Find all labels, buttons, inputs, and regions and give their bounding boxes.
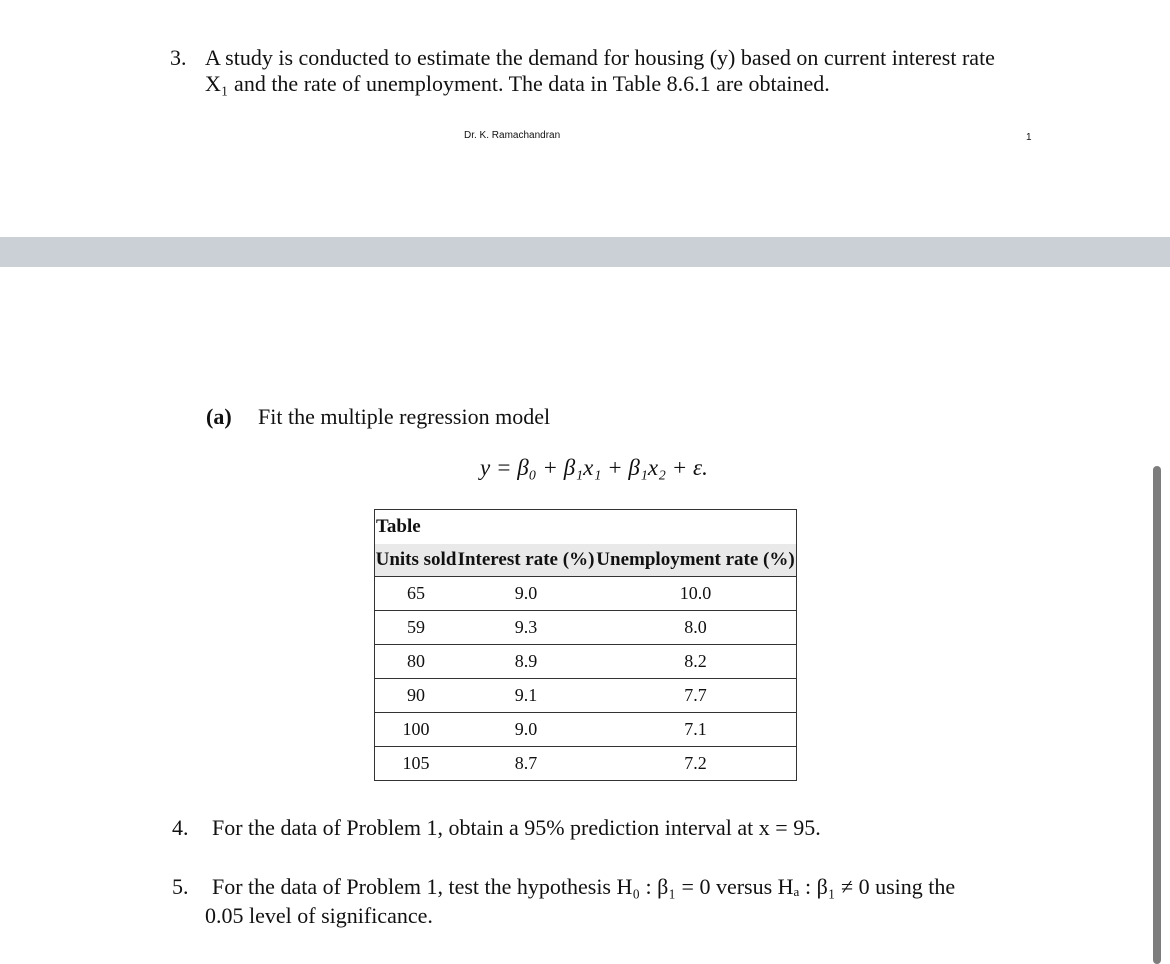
problem-4-text: For the data of Problem 1, obtain a 95% prediction interval at x = 95. [212,815,821,840]
cell-unemployment-rate: 8.2 [595,645,797,679]
cell-units-sold: 90 [375,679,458,713]
header-units-sold: Units sold [375,544,458,577]
footer-page-number: 1 [1026,132,1032,143]
part-a-label: (a) [206,404,232,429]
problem-5-line-1: For the data of Problem 1, test the hypothesis H₀ : β₁ = 0 versus Hₐ : β₁ ≠ 0 using the [212,874,956,899]
cell-interest-rate: 9.1 [457,679,595,713]
cell-interest-rate: 9.0 [457,577,595,611]
problem-3-number: 3. [170,45,187,70]
cell-units-sold: 65 [375,577,458,611]
cell-unemployment-rate: 7.7 [595,679,797,713]
table-row [375,611,797,645]
table-caption: Table [376,516,421,537]
table-row [375,645,797,679]
cell-unemployment-rate: 7.2 [595,747,797,781]
problem-5-number: 5. [172,874,189,899]
regression-formula: y = β₀ + β₁x₁ + β₁x₂ + ε. [480,455,708,480]
header-interest-rate: Interest rate (%) [457,544,595,577]
cell-interest-rate: 9.3 [457,611,595,645]
problem-4-number: 4. [172,815,189,840]
table-header-row [375,544,797,577]
cell-interest-rate: 8.9 [457,645,595,679]
cell-unemployment-rate: 8.0 [595,611,797,645]
page-separator [0,237,1170,267]
table-row [375,577,797,611]
data-table [374,509,797,781]
part-a-text: Fit the multiple regression model [258,404,551,429]
table-row [375,713,797,747]
cell-units-sold: 80 [375,645,458,679]
problem-3-line-1: A study is conducted to estimate the demand for housing (y) based on current interest rate [205,45,995,70]
table-row [375,679,797,713]
header-unemployment-rate: Unemployment rate (%) [595,544,797,577]
cell-units-sold: 105 [375,747,458,781]
table-row [375,747,797,781]
cell-interest-rate: 9.0 [457,713,595,747]
cell-units-sold: 59 [375,611,458,645]
vertical-scrollbar[interactable] [1153,466,1161,964]
problem-3-line-2: X₁ and the rate of unemployment. The data in Table 8.6.1 are obtained. [205,71,830,96]
cell-unemployment-rate: 7.1 [595,713,797,747]
cell-units-sold: 100 [375,713,458,747]
problem-5-line-2: 0.05 level of significance. [205,903,433,928]
cell-interest-rate: 8.7 [457,747,595,781]
cell-unemployment-rate: 10.0 [595,577,797,611]
footer-author: Dr. K. Ramachandran [464,130,561,141]
